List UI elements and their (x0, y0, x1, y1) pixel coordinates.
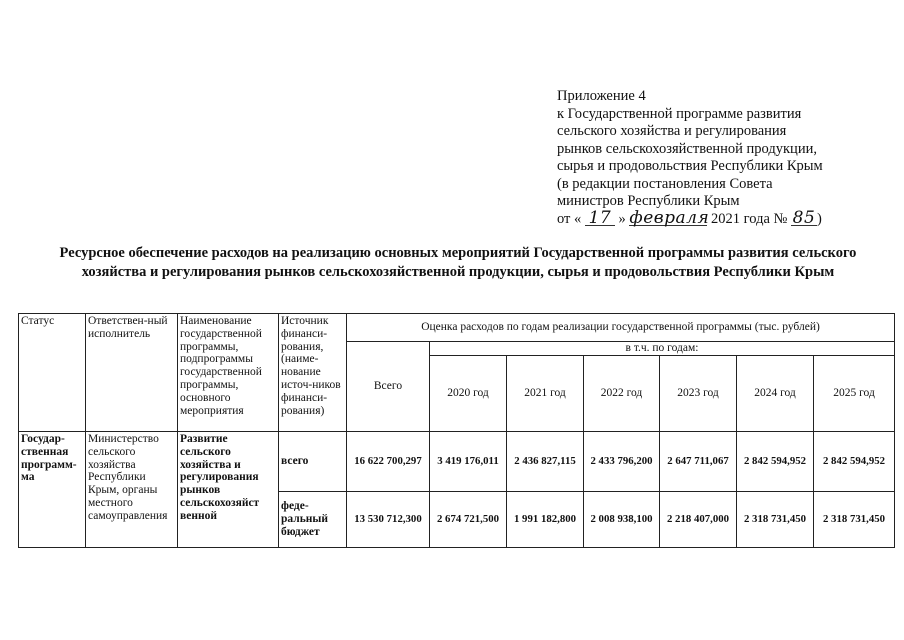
value-year: 1 991 182,800 (507, 492, 584, 548)
header-year: 2021 год (507, 356, 584, 432)
header-year: 2024 год (737, 356, 814, 432)
value-total: 16 622 700,297 (347, 432, 430, 492)
row-name: Развитие сельского хозяйства и регулирования рынков сельскохозяйст венной (178, 432, 279, 548)
appendix-line: министров Республики Крым (557, 193, 740, 209)
appendix-line: сельского хозяйства и регулирования (557, 123, 787, 139)
appendix-line: Приложение 4 (557, 88, 646, 104)
value-year: 2 218 407,000 (660, 492, 737, 548)
handwritten-day: 17 (585, 211, 615, 226)
resource-table (18, 313, 895, 548)
value-year: 2 433 796,200 (584, 432, 660, 492)
header-total: Всего (347, 342, 430, 432)
header-estimate: Оценка расходов по годам реализации государственной программы (тыс. рублей) (347, 314, 895, 342)
appendix-line: сырья и продовольствия Республики Крым (557, 158, 823, 174)
date-suffix: 2021 года № (711, 210, 788, 227)
appendix-line: рынков сельскохозяйственной продукции, (557, 140, 817, 157)
handwritten-month: февраля (629, 207, 710, 228)
value-year: 2 674 721,500 (430, 492, 507, 548)
value-year: 2 647 711,067 (660, 432, 737, 492)
header-year: 2025 год (814, 356, 895, 432)
value-year: 2 318 731,450 (737, 492, 814, 548)
source-label: всего (279, 432, 347, 492)
value-total: 13 530 712,300 (347, 492, 430, 548)
header-year: 2022 год (584, 356, 660, 432)
closing-paren: ) (816, 210, 822, 227)
value-year: 2 842 594,952 (737, 432, 814, 492)
row-executor: Министерство сельского хозяйства Республики Крым, органы местного самоуправления (86, 432, 178, 548)
value-year: 2 842 594,952 (814, 432, 895, 492)
header-year: 2023 год (660, 356, 737, 432)
header-row-1 (19, 314, 895, 342)
appendix-date-line (557, 207, 857, 229)
table-row (19, 432, 895, 492)
value-year: 3 419 176,011 (430, 432, 507, 492)
appendix-block (557, 88, 857, 228)
appendix-line: (в редакции постановления Совета (557, 175, 773, 192)
source-label: феде-ральный бюджет (279, 492, 347, 548)
appendix-line: к Государственной программе развития (557, 105, 802, 122)
header-by-years: в т.ч. по годам: (430, 342, 895, 356)
header-status: Статус (19, 314, 86, 432)
handwritten-number: 85 (792, 207, 816, 228)
document-title: Ресурсное обеспечение расходов на реализацию основных мероприятий Государственной программы развития сельского хозяйства и регулирования рынков сельскохозяйственной продукции, сырья и продовольствия Республики Крым (59, 245, 857, 280)
date-mid: » (618, 210, 626, 227)
header-name: Наименование государственной программы, подпрограммы государственной программы, основного мероприятия (178, 314, 279, 432)
row-status: Государ-ственная программ-ма (19, 432, 86, 548)
header-source: Источник финанси-рования, (наиме-нование источ-ников финанси-рования) (279, 314, 347, 432)
value-year: 2 436 827,115 (507, 432, 584, 492)
header-year: 2020 год (430, 356, 507, 432)
value-year: 2 008 938,100 (584, 492, 660, 548)
header-executor: Ответствен-ный исполнитель (86, 314, 178, 432)
value-year: 2 318 731,450 (814, 492, 895, 548)
date-prefix: от « (557, 210, 582, 227)
